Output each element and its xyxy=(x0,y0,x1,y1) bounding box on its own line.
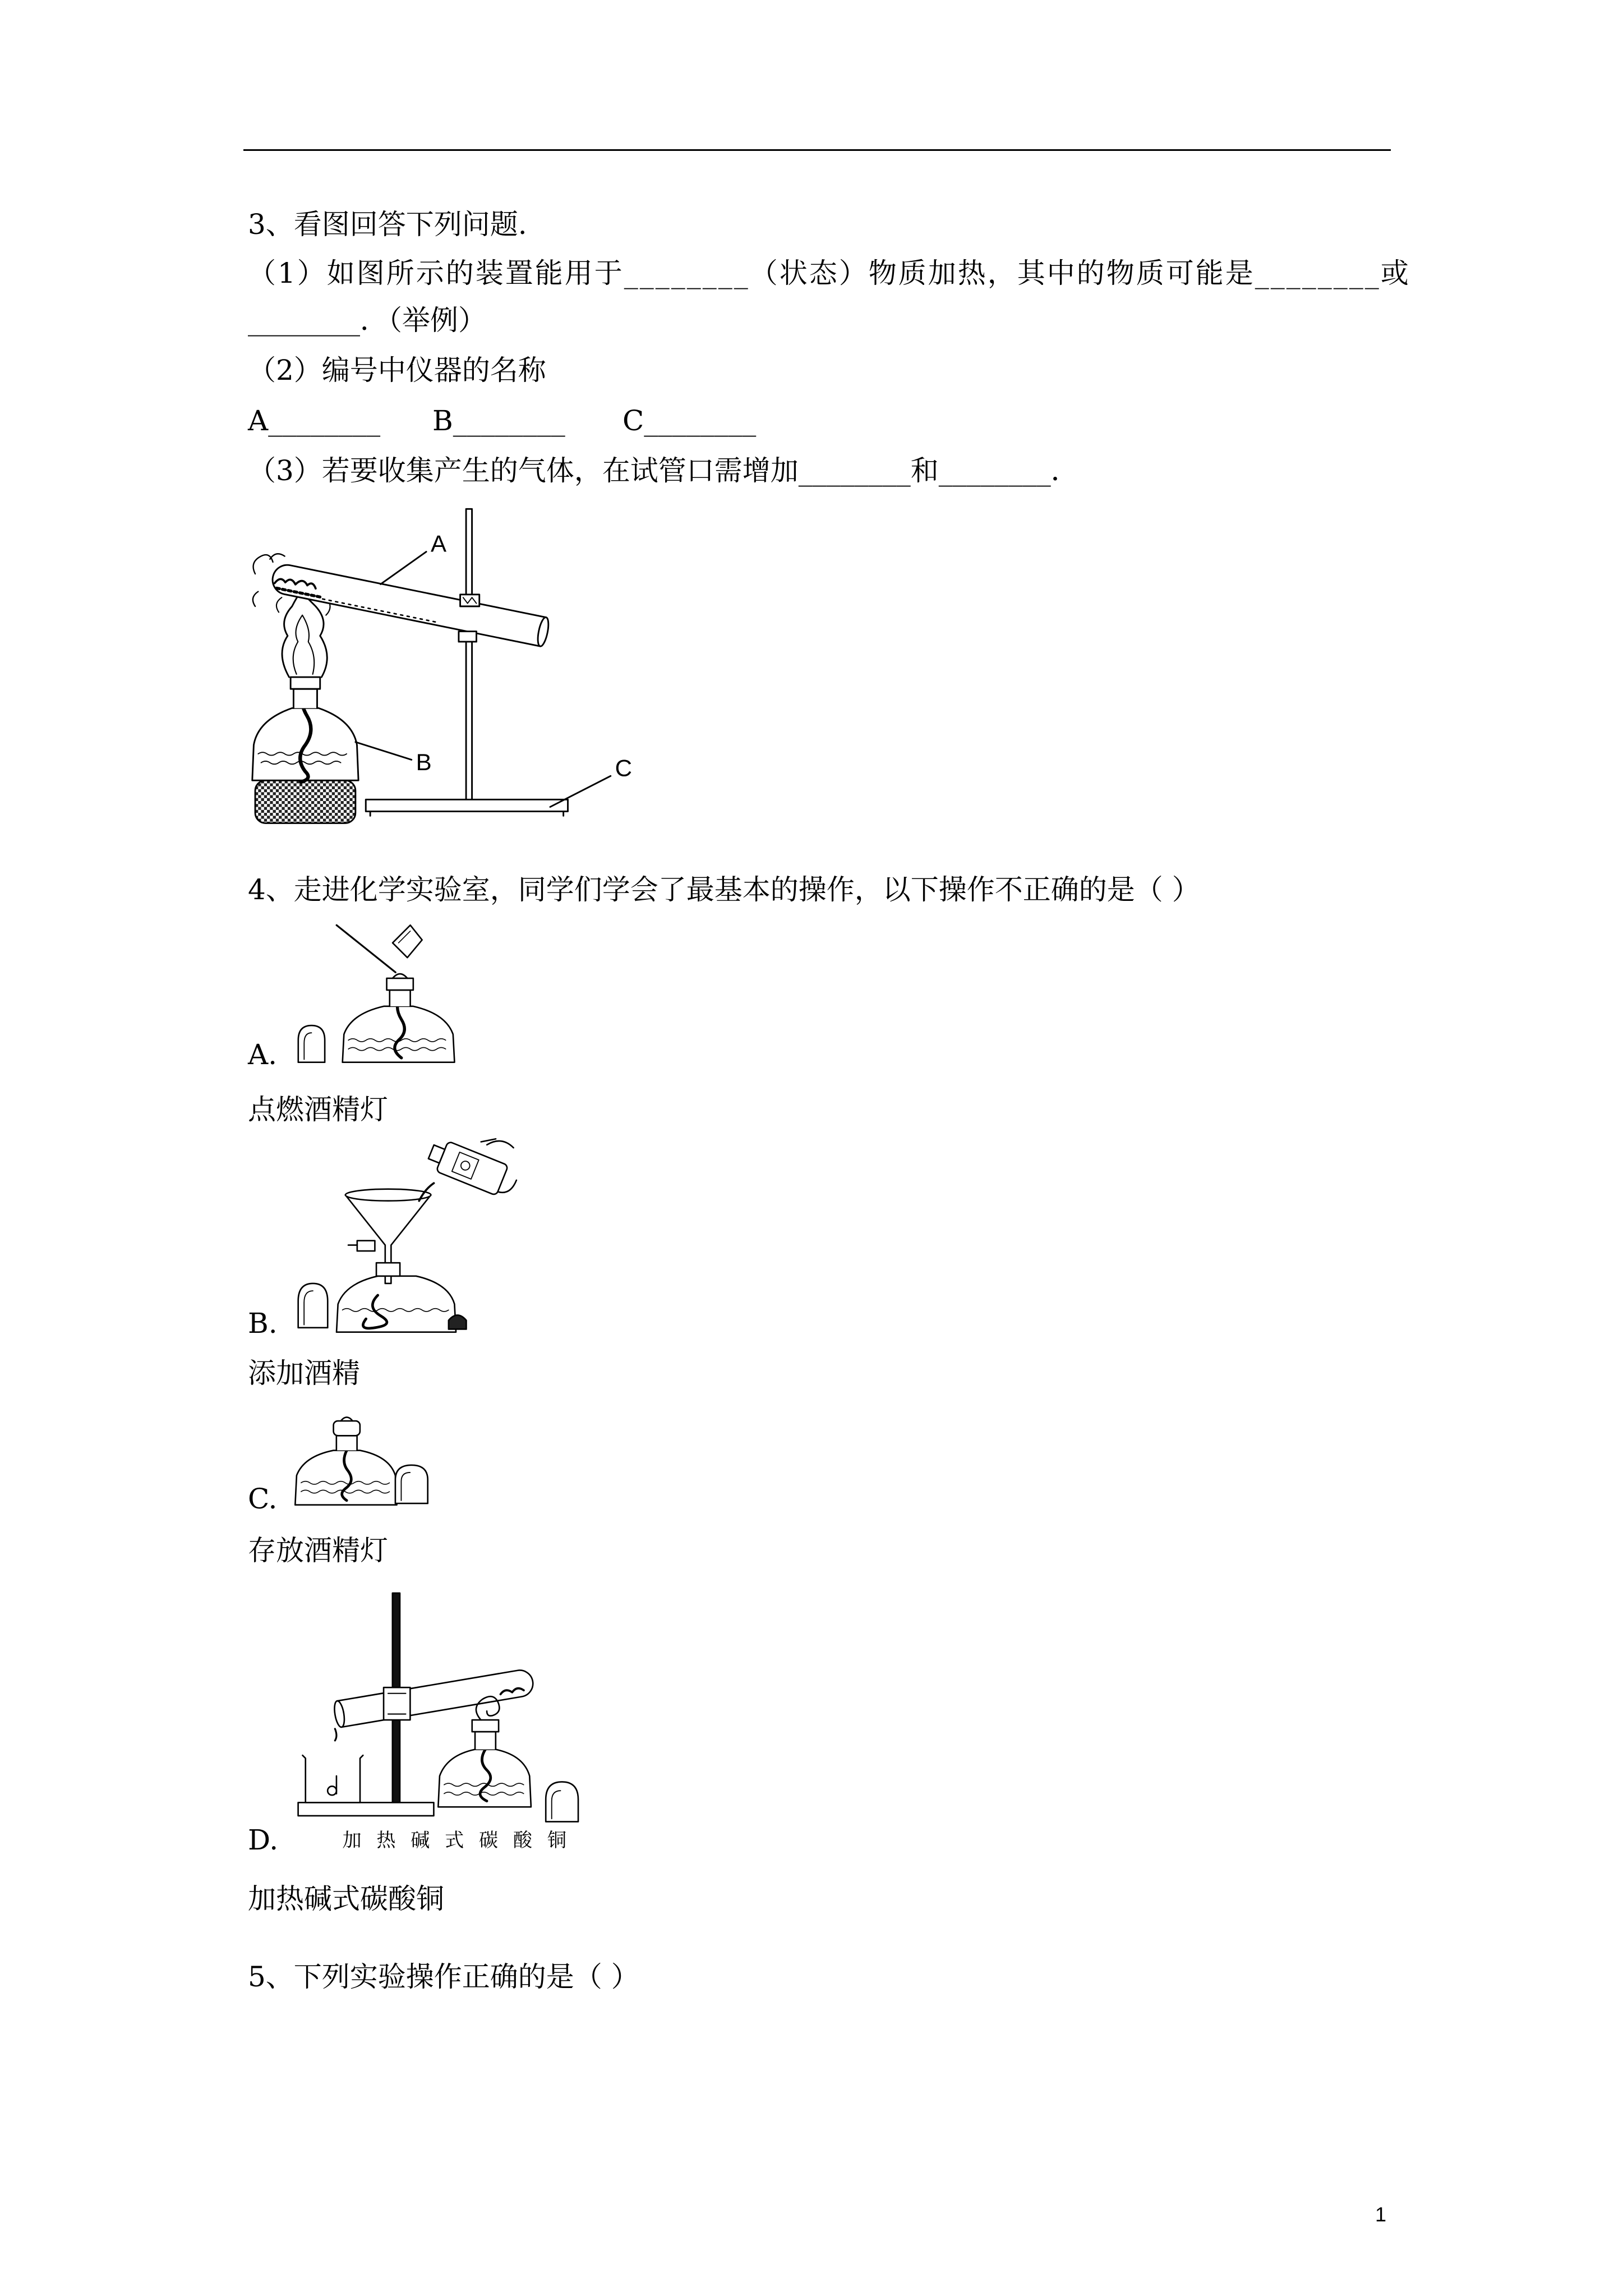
alcohol-bottle xyxy=(425,1137,508,1195)
option-d-caption: 加热碱式碳酸铜 xyxy=(248,1883,444,1915)
option-a-figure xyxy=(292,922,458,1065)
blank-b: B________ xyxy=(432,404,565,437)
option-c-caption: 存放酒精灯 xyxy=(248,1534,388,1567)
lamp-cap xyxy=(298,1283,328,1328)
option-d-figure-caption: 加热碱式碳酸铜 xyxy=(342,1829,566,1852)
removed-wick-holder xyxy=(348,1241,375,1251)
option-b-caption: 添加酒精 xyxy=(248,1357,360,1389)
test-tube xyxy=(270,563,550,647)
q3-part1-line2: ________．（举例） xyxy=(248,304,486,337)
igniting-stick xyxy=(336,925,395,972)
lamp-cap xyxy=(298,1025,325,1062)
funnel xyxy=(345,1189,431,1283)
blank-a: A________ xyxy=(248,404,381,437)
alcohol-lamp xyxy=(343,974,455,1062)
q3-stem: 3、看图回答下列问题. xyxy=(248,208,527,241)
option-c-letter: C. xyxy=(248,1483,278,1515)
option-b-figure xyxy=(292,1136,517,1335)
option-a-letter: A. xyxy=(248,1038,278,1071)
q4-stem: 4、走进化学实验室，同学们学会了最基本的操作，以下操作不正确的是（ ） xyxy=(248,873,1200,906)
alcohol-lamp xyxy=(295,1417,396,1504)
page-number: 1 xyxy=(1375,2203,1387,2226)
figure-label-c: C xyxy=(615,754,633,781)
alcohol-lamp xyxy=(336,1276,456,1332)
tilted-lamp-top xyxy=(393,925,422,958)
q3-part1-line1: （1）如图所示的装置能用于________（状态）物质加热，其中的物质可能是________或 xyxy=(248,257,1410,289)
q3-part3: （3）若要收集产生的气体，在试管口需增加________和________． xyxy=(248,454,1079,487)
figure-label-b: B xyxy=(416,748,432,775)
alcohol-lamp xyxy=(252,677,358,782)
q5-stem: 5、下列实验操作正确的是（ ） xyxy=(248,1961,639,1993)
flame xyxy=(276,592,330,678)
option-d-letter: D. xyxy=(248,1824,279,1856)
lamp-cap xyxy=(546,1782,578,1821)
option-d-figure xyxy=(292,1593,583,1851)
q3-part2-blanks xyxy=(0,404,1623,438)
option-a-caption: 点燃酒精灯 xyxy=(248,1093,388,1126)
wooden-block xyxy=(255,780,356,823)
drip xyxy=(335,1729,336,1741)
option-b-letter: B. xyxy=(248,1307,278,1340)
figure-label-a: A xyxy=(430,530,447,557)
beaker xyxy=(302,1755,363,1802)
test-tube-clamp xyxy=(384,1687,410,1720)
lamp-cap xyxy=(395,1465,428,1503)
test-tube xyxy=(333,1668,534,1728)
option-c-figure xyxy=(292,1409,431,1508)
q3-part2: （2）编号中仪器的名称 xyxy=(248,354,546,386)
heating-apparatus-figure xyxy=(243,509,642,826)
alcohol-lamp xyxy=(438,1720,531,1807)
small-cap xyxy=(449,1315,467,1329)
iron-stand xyxy=(366,509,568,816)
header-rule xyxy=(243,149,1391,151)
blank-c: C________ xyxy=(623,404,757,437)
